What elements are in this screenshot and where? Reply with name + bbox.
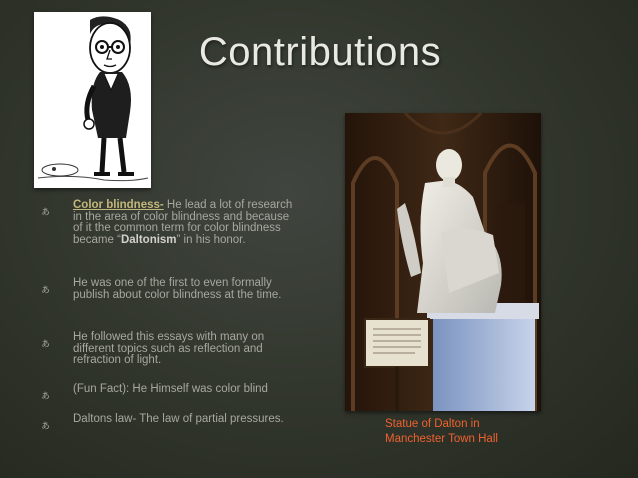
bullet-marker-icon: ぁ: [40, 204, 51, 217]
bullet-marker-icon: ぁ: [40, 282, 51, 295]
bullet-text: [73, 200, 293, 246]
bullet-text-part: ” in his honor.: [176, 233, 246, 246]
bullet-marker-icon: ぁ: [40, 418, 51, 431]
dalton-caricature-image: [34, 12, 151, 188]
bullet-marker-icon: ぁ: [40, 336, 51, 349]
bullet-text: He followed this essays with many on different topics such as reflection and refraction of light.: [73, 331, 265, 366]
statue-caption: [385, 417, 545, 447]
bullet-text: Daltons law- The law of partial pressures.: [73, 413, 284, 425]
bullet-text: He was one of the first to even formally publish about color blindness at the time.: [73, 277, 282, 301]
bullet-emphasis: Daltonism: [120, 233, 177, 246]
bullet-text: (Fun Fact): He Himself was color blind: [73, 383, 268, 395]
slide-title: Contributions: [198, 30, 442, 74]
caption-line: Manchester Town Hall: [385, 433, 498, 445]
dalton-statue-photo: [345, 113, 541, 411]
bullet-lead-term: Color blindness-: [73, 199, 164, 211]
bullet-text-part: He lead a lot of research in the area of color blindness and because of it the common term for color blindness became “: [73, 199, 293, 246]
bullet-marker-icon: ぁ: [40, 388, 51, 401]
caption-line: Statue of Dalton in: [385, 418, 480, 430]
